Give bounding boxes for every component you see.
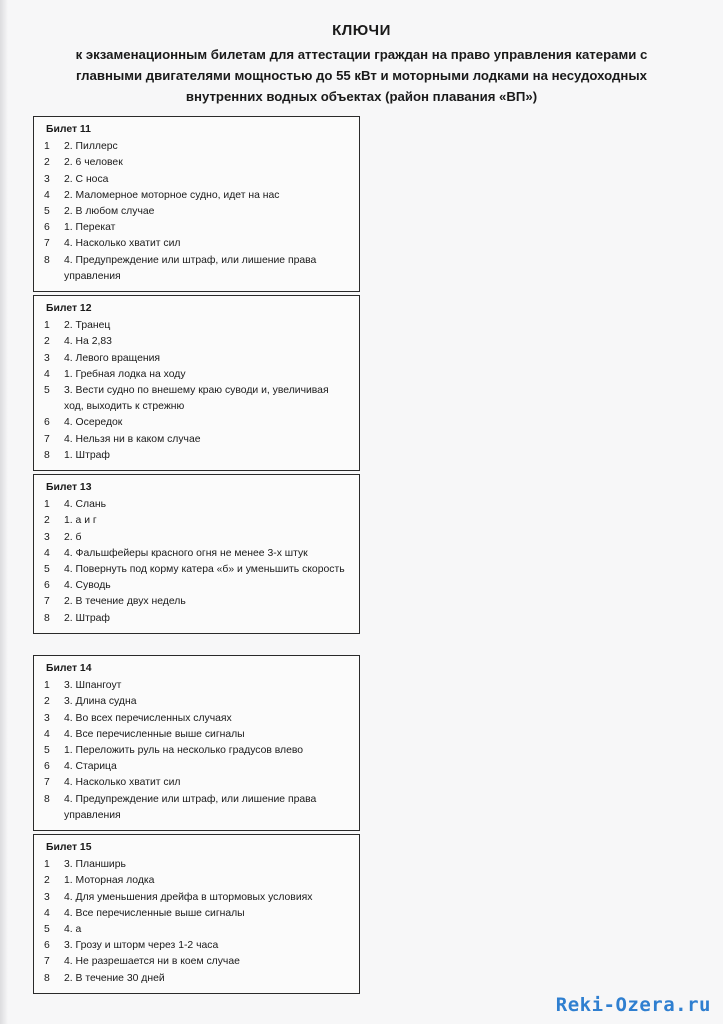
question-number: 2: [44, 875, 50, 887]
subtitle-line: к экзаменационным билетам для аттестации граждан на право управления катерами с: [75, 47, 648, 62]
answer-row: [44, 727, 351, 743]
answer-row: [44, 415, 351, 431]
answer-text: 4. Левого вращения: [64, 352, 161, 364]
answer-row: [44, 562, 351, 578]
answer-row: [44, 922, 351, 938]
answer-row: [44, 513, 351, 529]
subtitle-line: внутренних водных объектах (район плавания «ВП»): [185, 89, 538, 104]
answer-text: 4. Слань: [64, 499, 107, 511]
question-number: 5: [44, 206, 50, 218]
answer-text: 4. На 2,83: [64, 336, 112, 348]
question-number: 7: [44, 433, 50, 445]
question-number: 3: [44, 173, 50, 185]
question-number: 4: [44, 368, 50, 380]
question-number: 4: [44, 728, 50, 740]
page-edge-shadow: [0, 0, 8, 1024]
answer-row: [44, 792, 351, 824]
question-number: 6: [44, 761, 50, 773]
answer-text: 4. Насколько хватит сил: [64, 238, 181, 250]
answer-text: 3. Длина судна: [64, 696, 137, 708]
question-number: 2: [44, 336, 50, 348]
question-number: 1: [44, 141, 50, 153]
answer-text: 4. Предупреждение или штраф, или лишение права управления: [64, 793, 317, 821]
question-number: 3: [44, 891, 50, 903]
answer-text: 2. В любом случае: [64, 206, 155, 218]
answer-text: 4. Нельзя ни в каком случае: [64, 433, 201, 445]
answer-row: [44, 155, 351, 171]
ticket-title: Билет 11: [46, 124, 91, 135]
answer-text: 3. Планширь: [64, 859, 126, 871]
question-number: 5: [44, 385, 50, 397]
answer-row: [44, 220, 351, 236]
question-number: 7: [44, 777, 50, 789]
answer-row: [44, 334, 351, 350]
question-number: 6: [44, 222, 50, 234]
question-number: 4: [44, 189, 50, 201]
answer-text: 4. Осередок: [64, 417, 123, 429]
answer-row: [44, 432, 351, 448]
answer-text: 4. Предупреждение или штраф, или лишение права управления: [64, 254, 317, 282]
answer-text: 2. Штраф: [64, 612, 110, 624]
question-number: 7: [44, 596, 50, 608]
question-number: 5: [44, 564, 50, 576]
question-number: 1: [44, 320, 50, 332]
answer-text: 4. Все перечисленные выше сигналы: [64, 907, 245, 919]
answer-text: 4. Все перечисленные выше сигналы: [64, 728, 245, 740]
answer-row: [44, 971, 351, 987]
answer-row: [44, 938, 351, 954]
answer-row: [44, 139, 351, 155]
answer-row: [44, 530, 351, 546]
answer-text: 2. В течение 30 дней: [64, 972, 165, 984]
answer-row: [44, 578, 351, 594]
question-number: 3: [44, 712, 50, 724]
site-watermark: Reki-Ozera.ru: [555, 994, 711, 1016]
question-number: 8: [44, 793, 50, 805]
answer-text: 4. Фальшфейеры красного огня не менее 3-х штук: [64, 547, 308, 559]
question-number: 5: [44, 924, 50, 936]
answer-row: [44, 318, 351, 334]
answer-row: [44, 448, 351, 464]
answer-row: [44, 906, 351, 922]
question-number: 4: [44, 547, 50, 559]
ticket-title: Билет 15: [46, 842, 92, 853]
question-number: 8: [44, 612, 50, 624]
ticket-title: Билет 13: [46, 482, 92, 493]
answer-row: [44, 611, 351, 627]
answer-row: [44, 546, 351, 562]
answer-text: 3. Грозу и шторм через 1-2 часа: [64, 940, 219, 952]
question-number: 3: [44, 352, 50, 364]
answer-row: [44, 497, 351, 513]
answer-text: 2. В течение двух недель: [64, 596, 186, 608]
answer-text: 1. Переложить руль на несколько градусов влево: [64, 745, 304, 757]
question-number: 5: [44, 745, 50, 757]
answer-row: [44, 678, 351, 694]
ticket-title: Билет 14: [46, 663, 92, 674]
answer-text: 2. б: [64, 531, 82, 543]
question-number: 6: [44, 580, 50, 592]
page-subtitle: [0, 44, 723, 107]
answer-text: 4. а: [64, 924, 82, 936]
question-number: 2: [44, 515, 50, 527]
answer-text: 4. Для уменьшения дрейфа в штормовых условиях: [64, 891, 313, 903]
answer-row: [44, 694, 351, 710]
answer-row: [44, 954, 351, 970]
ticket-12-box: [33, 295, 360, 471]
question-number: 7: [44, 238, 50, 250]
answer-row: [44, 204, 351, 220]
answer-text: 4. Суводь: [64, 580, 111, 592]
question-number: 2: [44, 157, 50, 169]
answer-row: [44, 857, 351, 873]
answer-row: [44, 594, 351, 610]
answer-row: [44, 253, 351, 285]
answer-row: [44, 743, 351, 759]
question-number: 1: [44, 680, 50, 692]
answer-text: 3. Вести судно по внешему краю суводи и, увеличивая ход, выходить к стрежню: [64, 385, 329, 413]
answer-text: 4. Повернуть под корму катера «б» и уменьшить скорость: [64, 564, 345, 576]
answer-row: [44, 383, 351, 415]
answer-text: 1. Перекат: [64, 222, 116, 234]
answer-row: [44, 890, 351, 906]
question-number: 8: [44, 254, 50, 266]
question-number: 7: [44, 956, 50, 968]
answer-row: [44, 172, 351, 188]
answer-text: 2. Пиллерс: [64, 141, 118, 153]
answer-text: 2. 6 человек: [64, 157, 123, 169]
ticket-11-box: [33, 116, 360, 292]
answer-row: [44, 759, 351, 775]
question-number: 8: [44, 972, 50, 984]
answer-text: 1. Моторная лодка: [64, 875, 155, 887]
page-title: КЛЮЧИ: [332, 22, 391, 39]
question-number: 4: [44, 907, 50, 919]
answer-text: 4. Во всех перечисленных случаях: [64, 712, 232, 724]
question-number: 2: [44, 696, 50, 708]
ticket-13-box: [33, 474, 360, 634]
question-number: 1: [44, 859, 50, 871]
answer-text: 1. а и г: [64, 515, 97, 527]
ticket-14-box: [33, 655, 360, 831]
answer-row: [44, 873, 351, 889]
answer-text: 1. Гребная лодка на ходу: [64, 368, 186, 380]
answer-text: 2. Транец: [64, 320, 111, 332]
question-number: 3: [44, 531, 50, 543]
question-number: 6: [44, 940, 50, 952]
answer-row: [44, 236, 351, 252]
answer-text: 2. Маломерное моторное судно, идет на нас: [64, 189, 280, 201]
subtitle-line: главными двигателями мощностью до 55 кВт и моторными лодками на несудоходных: [76, 68, 647, 83]
answer-text: 4. Насколько хватит сил: [64, 777, 181, 789]
ticket-title: Билет 12: [46, 303, 92, 314]
answer-text: 4. Не разрешается ни в коем случае: [64, 956, 240, 968]
ticket-15-box: [33, 834, 360, 994]
answer-row: [44, 775, 351, 791]
answer-row: [44, 188, 351, 204]
answer-text: 4. Старица: [64, 761, 117, 773]
answer-row: [44, 351, 351, 367]
answer-text: 3. Шпангоут: [64, 680, 122, 692]
answer-text: 1. Штраф: [64, 449, 110, 461]
answer-row: [44, 367, 351, 383]
question-number: 8: [44, 449, 50, 461]
answer-row: [44, 711, 351, 727]
question-number: 6: [44, 417, 50, 429]
answer-text: 2. С носа: [64, 173, 109, 185]
question-number: 1: [44, 499, 50, 511]
